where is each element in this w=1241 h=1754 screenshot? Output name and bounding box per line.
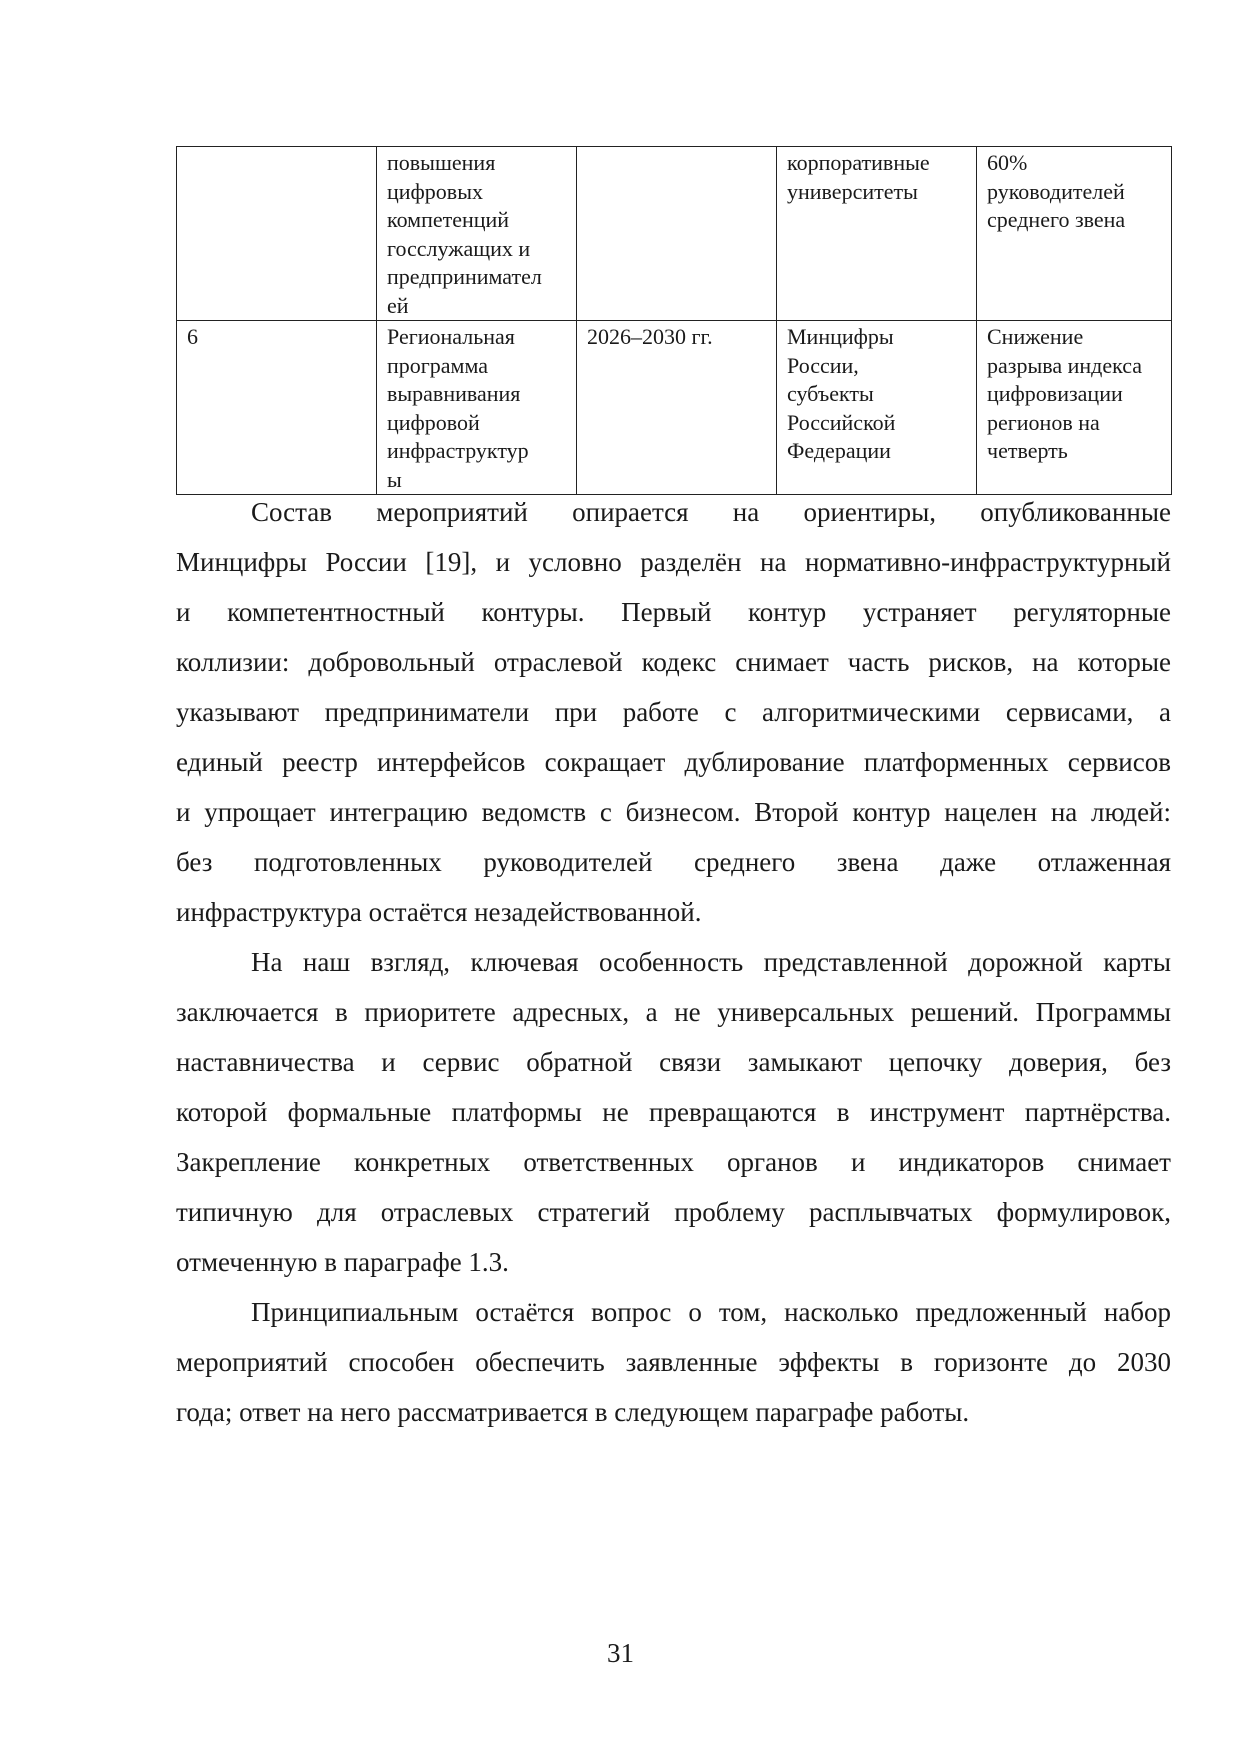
text-line: отмеченную в параграфе 1.3. [176,1247,509,1277]
text-line: и упрощает интеграцию ведомств с бизнесом. Второй контур нацелен на людей: [176,797,1171,827]
cell-text: Региональная [387,324,515,349]
text-line: мероприятий способен обеспечить заявленные эффекты в горизонте до 2030 [176,1347,1171,1377]
cell-text: выравнивания [387,381,521,406]
paragraph [176,937,1171,1287]
cell-period [577,321,777,495]
cell-text: цифровизации [987,381,1123,406]
cell-text: госслужащих и [387,235,531,261]
cell-text: четверть [987,438,1068,463]
body-text [176,487,1171,1437]
text-line: года; ответ на него рассматривается в следующем параграфе работы. [176,1397,970,1427]
cell-text: инфраструктур [387,438,529,463]
cell-text: Минцифры [787,324,894,349]
table-row [177,147,1172,321]
cell-text: повышения [387,150,496,175]
paragraph [176,487,1171,937]
cell-text: регионов на [987,409,1100,435]
paragraph [176,1287,1171,1437]
text-line: заключается в приоритете адресных, а не универсальных решений. Программы [176,997,1171,1027]
text-line: без подготовленных руководителей среднего звена даже отлаженная [176,847,1171,877]
text-line: Минцифры России [19], и условно разделён на нормативно-инфраструктурный [176,547,1171,577]
text-line: коллизии: добровольный отраслевой кодекс снимает часть рисков, на которые [176,647,1171,677]
cell-responsible [777,321,977,495]
cell-text: цифровых [387,178,483,204]
cell-number [177,147,377,321]
cell-text: корпоративные [787,150,930,175]
cell-measure [377,147,577,321]
text-line: и компетентностный контуры. Первый контур устраняет регуляторные [176,597,1171,627]
cell-text: руководителей [987,178,1125,204]
cell-text: Снижение [987,324,1084,349]
text-line: единый реестр интерфейсов сокращает дублирование платформенных сервисов [176,747,1171,777]
text-line: Состав мероприятий опирается на ориентиры, опубликованные [251,497,1171,527]
cell-number [177,321,377,495]
text-line: инфраструктура остаётся незадействованной. [176,897,702,927]
text-line: Закрепление конкретных ответственных органов и индикаторов снимает [176,1147,1171,1177]
cell-responsible [777,147,977,321]
cell-text: университеты [787,178,918,204]
cell-measure [377,321,577,495]
cell-text: компетенций [387,207,510,232]
cell-text: субъекты [787,381,874,406]
cell-text: 6 [187,324,198,349]
cell-text: предпринимател [387,264,542,289]
cell-indicator [977,321,1172,495]
cell-text: Федерации [787,438,891,463]
text-line: типичную для отраслевых стратегий проблему расплывчатых формулировок, [176,1197,1171,1227]
cell-text: ы [387,466,402,492]
cell-text: 2026–2030 гг. [587,324,713,349]
cell-text: 60% [987,150,1028,175]
cell-text: Российской [787,409,896,435]
page-number: 31 [607,1638,634,1668]
text-line: указывают предприниматели при работе с алгоритмическими сервисами, а [176,697,1171,727]
table-row [177,321,1172,495]
roadmap-table [176,146,1172,495]
text-line: которой формальные платформы не превращаются в инструмент партнёрства. [176,1097,1171,1127]
text-line: наставничества и сервис обратной связи замыкают цепочку доверия, без [176,1047,1171,1077]
text-line: Принципиальным остаётся вопрос о том, насколько предложенный набор [251,1297,1171,1327]
text-line: На наш взгляд, ключевая особенность представленной дорожной карты [251,947,1171,977]
cell-period [577,147,777,321]
cell-text: цифровой [387,409,480,435]
cell-text: разрыва индекса [987,352,1143,378]
roadmap-table-body [177,147,1172,495]
cell-text: программа [387,352,489,378]
cell-indicator [977,147,1172,321]
cell-text: ей [387,292,409,318]
cell-text: России, [787,352,859,378]
cell-text: среднего звена [987,207,1126,232]
